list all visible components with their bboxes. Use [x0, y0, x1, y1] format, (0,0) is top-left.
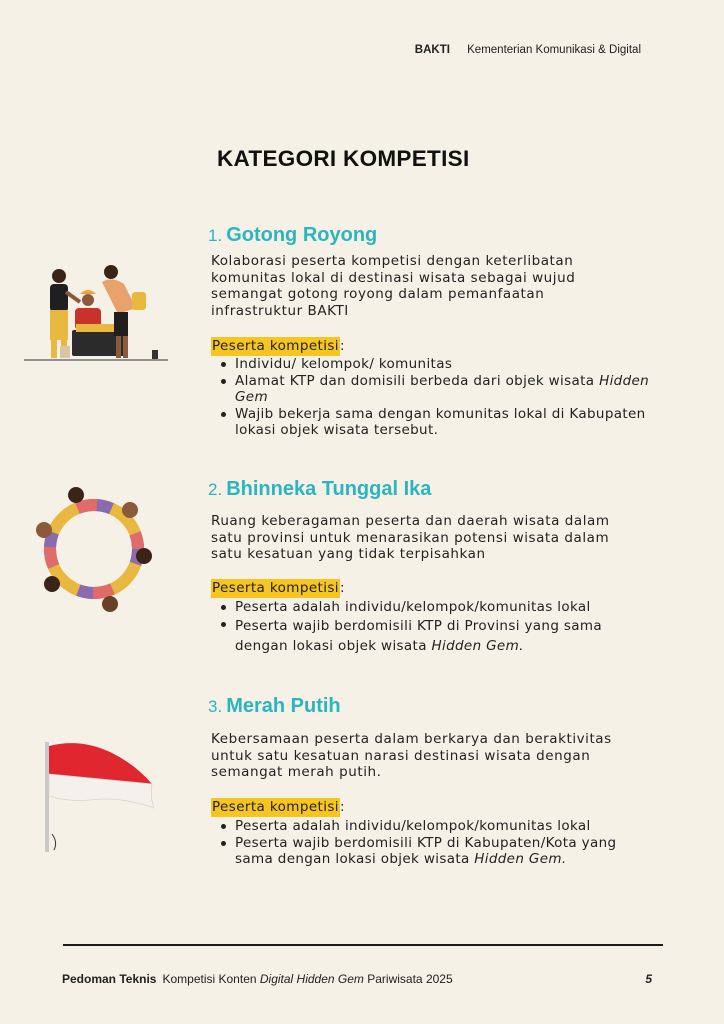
peserta-highlight: Peserta kompetisi: [212, 580, 339, 596]
peserta-highlight: Peserta kompetisi: [212, 799, 339, 815]
section-heading-gotong-royong: [208, 224, 377, 247]
page-title: KATEGORI KOMPETISI: [217, 146, 470, 171]
list-item: Peserta adalah individu/kelompok/komunitas lokal: [218, 818, 658, 835]
list-item: Peserta adalah individu/kelompok/komunitas lokal: [218, 599, 658, 616]
footer-divider: [63, 944, 663, 946]
section-title: Merah Putih: [226, 695, 341, 717]
section-description: Kolaborasi peserta kompetisi dengan keterlibatan komunitas lokal di destinasi wisata sebagai wujud semangat gotong royong dalam pemanfaatan infrastruktur BAKTI: [211, 253, 576, 319]
peserta-list: [218, 356, 658, 439]
indonesian-flag-illustration: [40, 738, 160, 856]
section-heading-merah-putih: [208, 695, 341, 718]
list-item-italic: Hidden Gem.: [474, 851, 567, 867]
list-item: Peserta wajib berdomisili KTP di Provinsi yang sama dengan lokasi objek wisata Hidden Gem.: [218, 616, 658, 656]
section-number: 2.: [208, 480, 223, 499]
list-item: Alamat KTP dan domisili berbeda dari objek wisata Hidden Gem: [218, 373, 658, 406]
community-workers-illustration: [22, 262, 172, 364]
page-footer: [62, 972, 453, 986]
list-item-italic: Hidden Gem: [235, 372, 650, 405]
peserta-label: Peserta kompetisi:: [212, 799, 345, 815]
footer-bold: Pedoman Teknis: [62, 972, 157, 986]
footer-post: Pariwisata 2025: [363, 972, 453, 986]
section-number: 1.: [208, 226, 223, 245]
section-description: Ruang keberagaman peserta dan daerah wisata dalam satu provinsi untuk menarasikan potensi wisata dalam satu kesatuan yang tidak terpisahkan: [211, 513, 610, 562]
list-item-italic: Hidden Gem.: [431, 637, 524, 654]
section-heading-bhinneka: [208, 478, 431, 501]
peserta-highlight: Peserta kompetisi: [212, 338, 339, 354]
header-brand: BAKTI: [414, 44, 450, 56]
list-item: Peserta wajib berdomisili KTP di Kabupaten/Kota yang sama dengan lokasi objek wisata Hidden Gem.: [218, 835, 658, 868]
header-ministry: Kementerian Komunikasi & Digital: [467, 44, 641, 56]
section-title: Bhinneka Tunggal Ika: [226, 478, 432, 500]
peserta-list: [218, 818, 658, 868]
footer-pre: Kompetisi Konten: [162, 972, 260, 986]
section-title: Gotong Royong: [226, 224, 378, 246]
peserta-label: Peserta kompetisi:: [212, 580, 345, 596]
list-item: Individu/ kelompok/ komunitas: [218, 356, 658, 373]
section-description: Kebersamaan peserta dalam berkarya dan beraktivitas untuk satu kesatuan narasi destinasi wisata dengan semangat merah putih.: [211, 731, 612, 780]
peserta-list: [218, 599, 658, 656]
section-number: 3.: [208, 697, 223, 716]
diverse-hands-circle-illustration: [30, 480, 160, 618]
page-header: [415, 44, 641, 56]
peserta-label: Peserta kompetisi:: [212, 338, 345, 354]
page-number: 5: [645, 972, 652, 986]
footer-italic: Digital Hidden Gem: [259, 972, 364, 986]
list-item: Wajib bekerja sama dengan komunitas lokal di Kabupaten lokasi objek wisata tersebut.: [218, 406, 658, 439]
